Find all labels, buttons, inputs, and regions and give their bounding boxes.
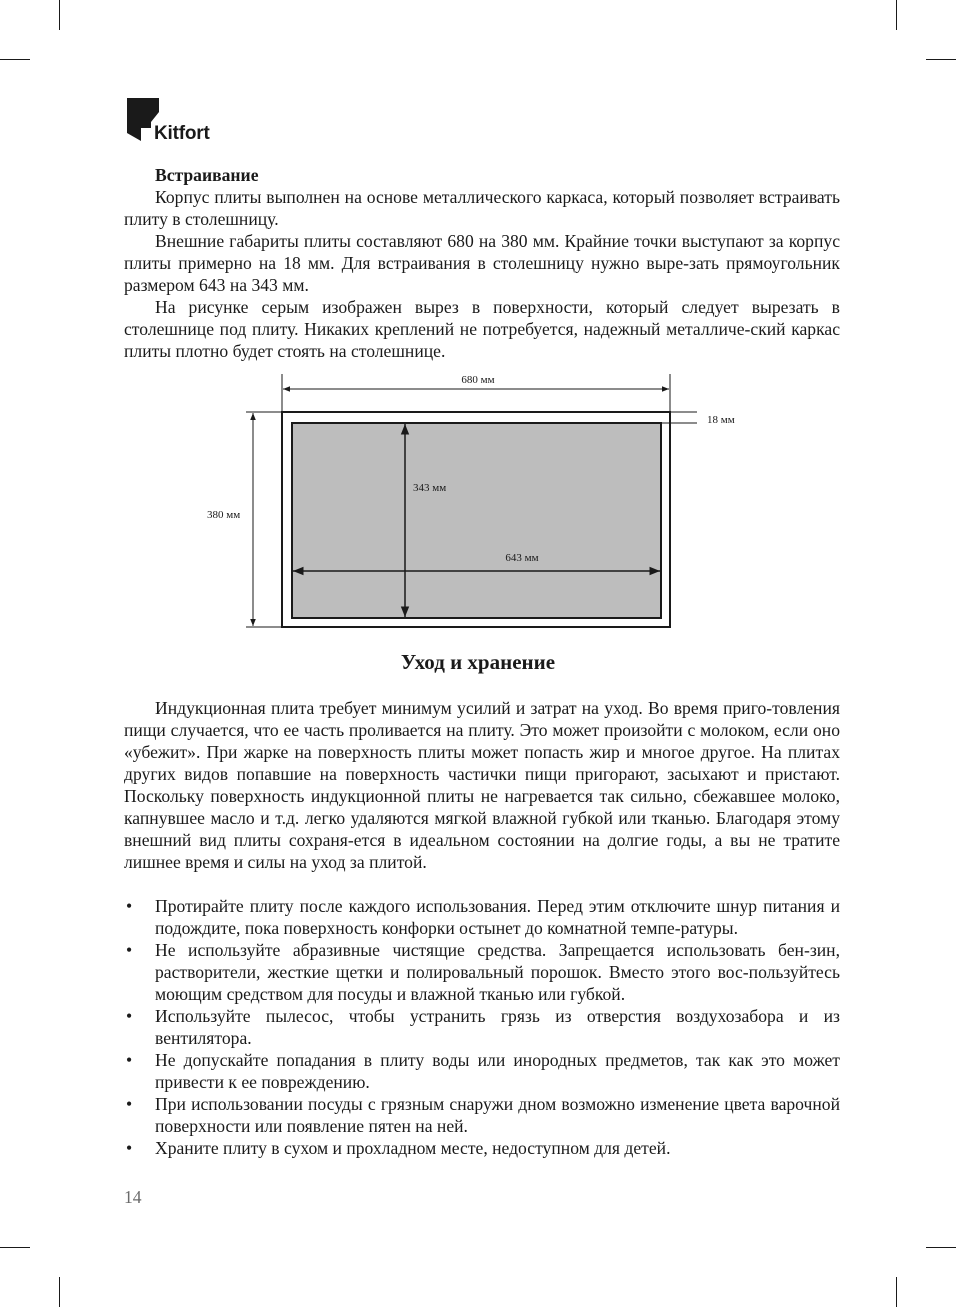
crop-mark: [0, 1247, 30, 1248]
section-title: Уход и хранение: [400, 650, 556, 674]
bullet-icon: •: [126, 1138, 133, 1158]
bullet-icon: •: [126, 1050, 133, 1070]
bullet-icon: •: [126, 940, 133, 960]
section-heading: Встраивание: [155, 165, 259, 185]
care-list: [124, 895, 840, 1159]
list-item: • Не используйте абразивные чистящие средства. Запрещается использовать бен-зин, растворители, жесткие щетки и полировальный порошок. Вместо этого вос-пользуйтесь моющим средством для посуды и влажной тканью или губкой.: [126, 940, 840, 1004]
protrusion-label: 18 мм: [707, 414, 735, 426]
cutout-area: [292, 423, 661, 618]
cutout-height-label: 343 мм: [413, 482, 447, 494]
list-item: • При использовании посуды с грязным снаружи дном возможно изменение цвета варочной поверхности или появление пятен на ней.: [126, 1094, 840, 1136]
list-item: • Не допускайте попадания в плиту воды или инородных предметов, так как это может привести к ее повреждению.: [126, 1050, 840, 1092]
bullet-icon: •: [126, 1006, 133, 1026]
crop-mark: [896, 1277, 897, 1307]
outer-width-label: 680 мм: [461, 374, 495, 386]
brand-name: Kitfort: [154, 123, 210, 144]
crop-mark: [926, 1247, 956, 1248]
paragraph: Индукционная плита требует минимум усилий и затрат на уход. Во время приго-товления пищи случается, что ее часть проливается на плиту. Это может произойти с молоком, если оно «убежит». При жарке на поверхность плиты может попасть жир и многое другое. На плитах других видов попавшие на поверхность частички пищи пригорают, засыхают и пристают. Поскольку поверхность индукционной плиты не нагревается так сильно, сбежавшее молоко, капнувшее масло и т.д. легко удаляются мягкой влажной губкой или тканью. Благодаря этому внешний вид плиты сохраня-ется в идеальном состоянии на долгие годы, а вы не тратите лишнее время и силы на уход за плитой.: [124, 698, 840, 872]
outer-height-label: 380 мм: [207, 509, 241, 521]
bullet-icon: •: [126, 896, 133, 916]
cutout-width-label: 643 мм: [505, 552, 539, 564]
list-item: • Используйте пылесос, чтобы устранить грязь из отверстия воздухозабора и из вентилятора.: [126, 1006, 840, 1048]
crop-mark: [59, 1277, 60, 1307]
list-item: • Протирайте плиту после каждого использования. Перед этим отключите шнур питания и подождите, пока поверхность конфорки остынет до комнатной темпе-ратуры.: [126, 896, 840, 938]
page-number: 14: [124, 1187, 142, 1207]
section-care: [124, 697, 840, 873]
bullet-icon: •: [126, 1094, 133, 1114]
paragraph: На рисунке серым изображен вырез в поверхности, который следует вырезать в столешнице под плиту. Никаких креплений не потребуется, надежный металличе-ский каркас плиты плотно будет стоять на столешнице.: [124, 297, 840, 361]
paragraph: Внешние габариты плиты составляют 680 на 380 мм. Крайние точки выступают за корпус плиты примерно на 18 мм. Для встраивания в столешницу нужно выре-зать прямоугольник размером 643 на 343 мм.: [124, 231, 840, 295]
list-item: • Храните плиту в сухом и прохладном месте, недоступном для детей.: [126, 1138, 671, 1158]
paragraph: Корпус плиты выполнен на основе металлического каркаса, который позволяет встраивать плиту в столешницу.: [124, 187, 840, 229]
